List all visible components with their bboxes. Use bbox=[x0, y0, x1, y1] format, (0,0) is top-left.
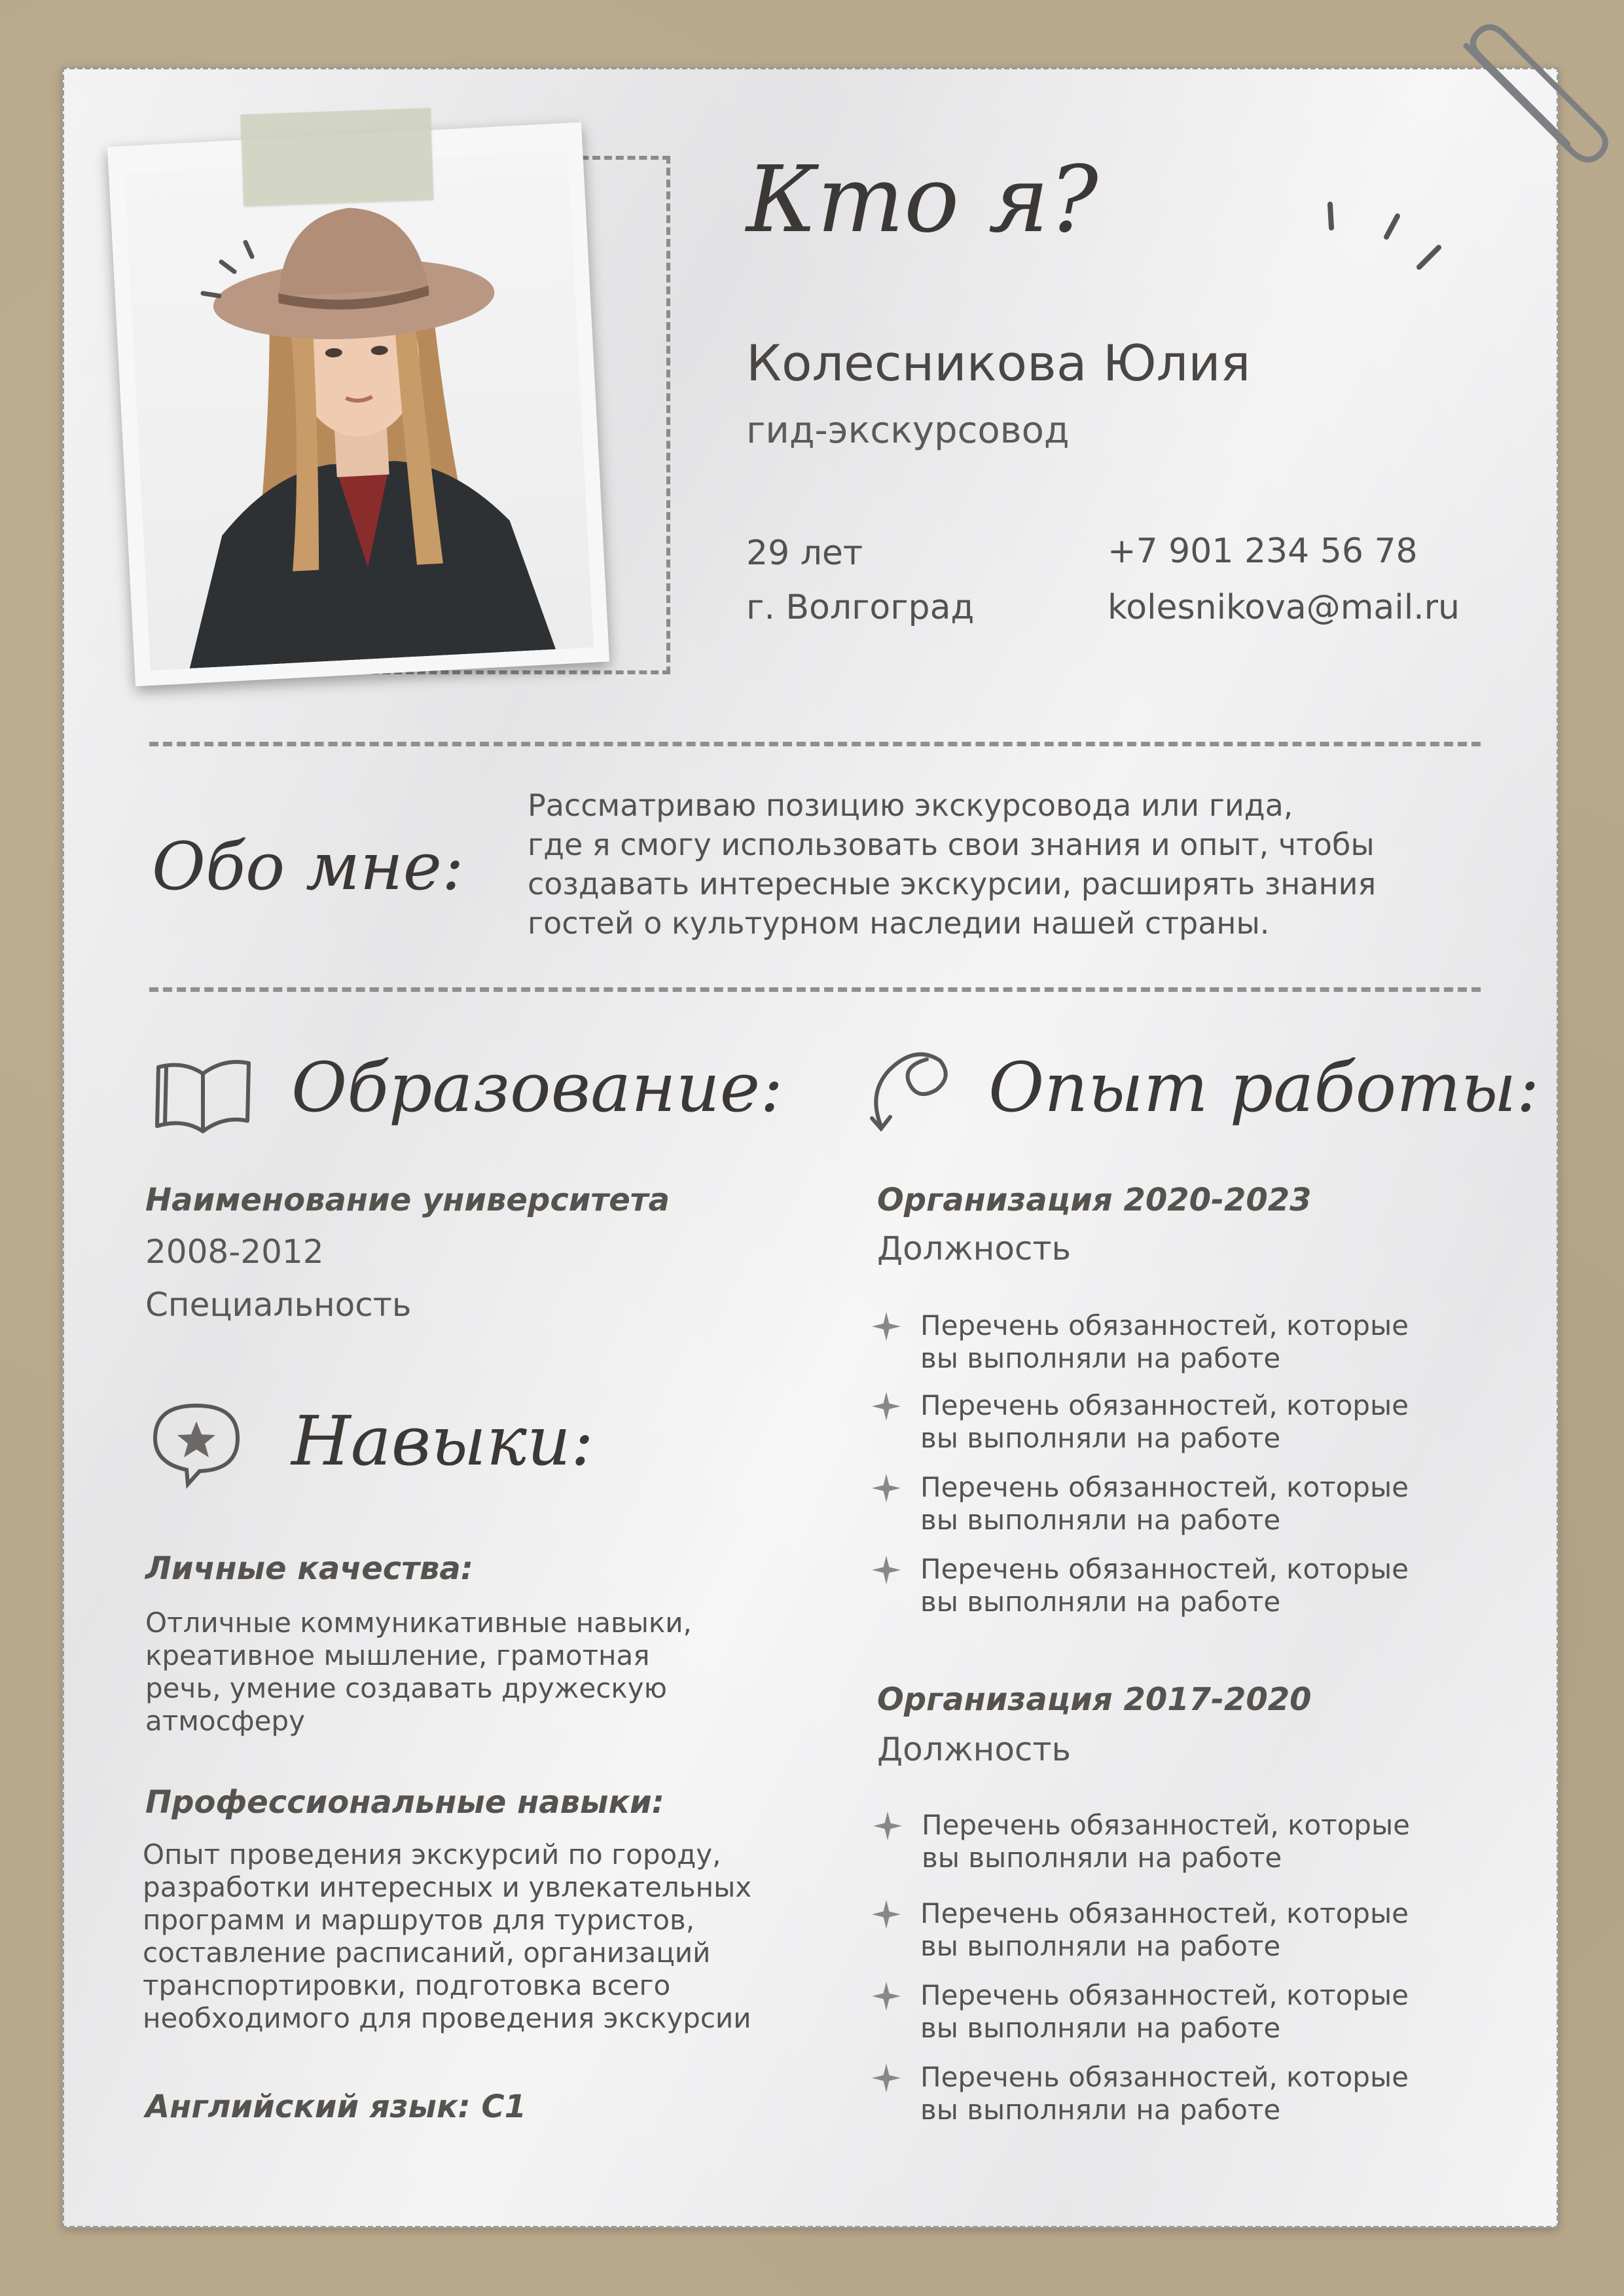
divider-middle bbox=[149, 987, 1481, 992]
skills-professional-line: разработки интересных и увлекательных bbox=[143, 1871, 752, 1903]
job-duty-line: вы выполняли на работе bbox=[920, 2094, 1281, 2126]
experience-title: Опыт работы: bbox=[988, 1048, 1540, 1127]
job-duty-line: вы выполняли на работе bbox=[920, 1504, 1281, 1536]
paperclip-icon bbox=[1440, 20, 1610, 190]
about-line: где я смогу использовать свои знания и опыт, чтобы bbox=[528, 827, 1375, 862]
skills-professional-line: Опыт проведения экскурсий по городу, bbox=[143, 1838, 721, 1870]
skills-professional-text bbox=[143, 1838, 771, 2035]
job-organization: Организация 2017-2020 bbox=[877, 1681, 1312, 1718]
portrait-illustration bbox=[124, 151, 594, 670]
portrait-photo bbox=[124, 151, 594, 670]
skills-personal-line: креативное мышление, грамотная bbox=[145, 1639, 650, 1671]
job-duty-item bbox=[872, 1897, 1448, 1963]
four-point-star-icon bbox=[872, 1982, 901, 2011]
tape-strip bbox=[241, 108, 434, 206]
skills-title: Навыки: bbox=[291, 1401, 594, 1481]
doodle-strokes-left bbox=[196, 236, 262, 308]
skills-professional-line: составление расписаний, организаций bbox=[143, 1937, 711, 1969]
job-position: Должность bbox=[877, 1230, 1072, 1267]
skills-personal-text bbox=[145, 1607, 721, 1738]
curly-arrow-icon bbox=[863, 1041, 954, 1139]
divider-top bbox=[149, 742, 1481, 746]
job-duty-line: вы выполняли на работе bbox=[920, 1342, 1281, 1374]
skills-professional-title: Профессиональные навыки: bbox=[145, 1784, 664, 1821]
star-speech-bubble-icon bbox=[147, 1398, 245, 1489]
polaroid-photo bbox=[107, 122, 609, 687]
education-specialty: Специальность bbox=[145, 1286, 412, 1324]
four-point-star-icon bbox=[872, 1312, 901, 1341]
job-organization: Организация 2020-2023 bbox=[877, 1182, 1312, 1218]
job-duty-line: Перечень обязанностей, которые bbox=[920, 1897, 1409, 1929]
skills-personal-line: Отличные коммуникативные навыки, bbox=[145, 1607, 692, 1639]
education-years: 2008-2012 bbox=[145, 1233, 324, 1271]
job-duty-item bbox=[872, 1309, 1448, 1375]
job-duty-line: вы выполняли на работе bbox=[920, 1930, 1281, 1962]
four-point-star-icon bbox=[872, 1900, 901, 1929]
job-duty-line: Перечень обязанностей, которые bbox=[920, 1309, 1409, 1341]
job-duty-item bbox=[872, 1471, 1448, 1537]
job-duty-line: вы выполняли на работе bbox=[920, 1422, 1281, 1454]
candidate-city: г. Волгоград bbox=[746, 588, 975, 627]
job-duty-line: Перечень обязанностей, которые bbox=[922, 1809, 1410, 1841]
four-point-star-icon bbox=[872, 1392, 901, 1421]
four-point-star-icon bbox=[872, 2064, 901, 2092]
candidate-email: kolesnikova@mail.ru bbox=[1108, 588, 1460, 627]
about-line: создавать интересные экскурсии, расширять знания bbox=[528, 866, 1377, 902]
skills-personal-line: атмосферу bbox=[145, 1705, 305, 1737]
education-university: Наименование университета bbox=[145, 1182, 670, 1218]
job-position: Должность bbox=[877, 1730, 1072, 1768]
job-duty-line: Перечень обязанностей, которые bbox=[920, 1553, 1409, 1585]
candidate-age: 29 лет bbox=[746, 534, 863, 573]
job-duty-item bbox=[872, 1553, 1448, 1618]
open-book-icon bbox=[151, 1048, 255, 1139]
job-duty-line: Перечень обязанностей, которые bbox=[920, 1471, 1409, 1503]
skills-professional-line: программ и маршрутов для туристов, bbox=[143, 1904, 695, 1936]
skills-personal-line: речь, умение создавать дружескую bbox=[145, 1672, 667, 1704]
candidate-name: Колесникова Юлия bbox=[746, 334, 1251, 392]
page-title: Кто я? bbox=[746, 147, 1098, 253]
job-duty-line: Перечень обязанностей, которые bbox=[920, 1389, 1409, 1421]
job-duty-item bbox=[873, 1809, 1449, 1874]
job-duty-line: вы выполняли на работе bbox=[920, 1586, 1281, 1618]
about-line: гостей о культурном наследии нашей страны. bbox=[528, 905, 1270, 941]
job-duty-line: вы выполняли на работе bbox=[922, 1842, 1282, 1874]
doodle-strokes-right bbox=[1316, 196, 1447, 275]
job-duty-line: вы выполняли на работе bbox=[920, 2012, 1281, 2044]
job-duty-item bbox=[872, 1979, 1448, 2045]
skills-professional-line: транспортировки, подготовка всего bbox=[143, 1969, 671, 2001]
job-duty-line: Перечень обязанностей, которые bbox=[920, 2061, 1409, 2093]
about-title: Обо мне: bbox=[152, 828, 464, 905]
skills-personal-title: Личные качества: bbox=[145, 1550, 473, 1587]
job-duty-line: Перечень обязанностей, которые bbox=[920, 1979, 1409, 2011]
about-line: Рассматриваю позицию экскурсовода или гида, bbox=[528, 788, 1293, 823]
four-point-star-icon bbox=[872, 1556, 901, 1584]
four-point-star-icon bbox=[873, 1812, 902, 1840]
four-point-star-icon bbox=[872, 1474, 901, 1503]
candidate-phone: +7 901 234 56 78 bbox=[1108, 532, 1418, 571]
candidate-role: гид-экскурсовод bbox=[746, 409, 1070, 452]
job-duty-item bbox=[872, 2061, 1448, 2126]
job-duty-item bbox=[872, 1389, 1448, 1455]
education-title: Образование: bbox=[291, 1048, 784, 1127]
skills-english: Английский язык: С1 bbox=[145, 2088, 527, 2125]
skills-professional-line: необходимого для проведения экскурсии bbox=[143, 2002, 751, 2034]
about-text bbox=[528, 786, 1444, 943]
